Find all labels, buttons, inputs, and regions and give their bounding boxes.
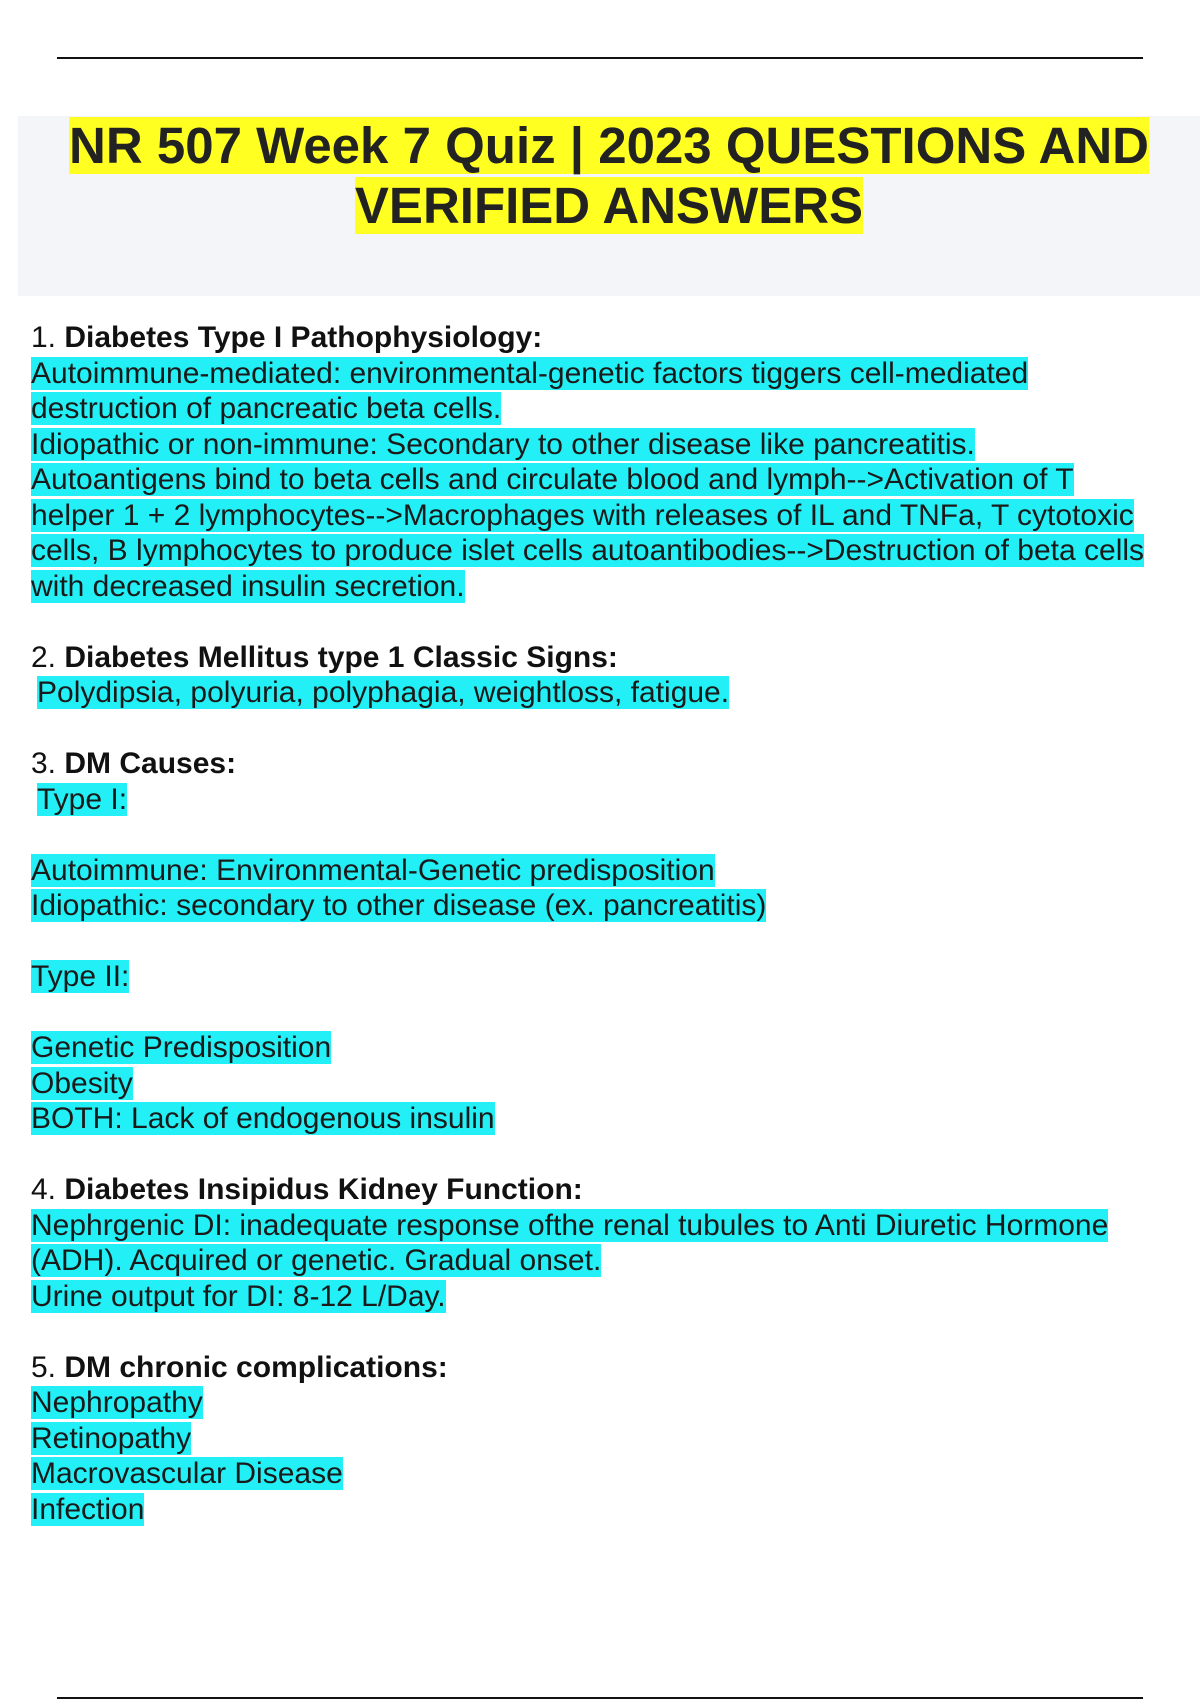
top-rule — [57, 57, 1143, 59]
question-number: 3. — [31, 747, 57, 780]
spacer — [31, 817, 1200, 853]
answer-text: cells, B lymphocytes to produce islet cells autoantibodies-->Destruction of beta cells — [31, 534, 1145, 567]
answer-text: Autoantigens bind to beta cells and circulate blood and lymph-->Activation of T — [31, 463, 1074, 496]
question-number: 2. — [31, 640, 57, 674]
answer-line — [31, 427, 1200, 463]
question-header — [31, 640, 1200, 676]
quiz-content — [31, 320, 1200, 1563]
document-title — [18, 116, 1200, 236]
answer-line — [31, 1279, 1200, 1315]
answer-text: Autoimmune-mediated: environmental-genetic factors tiggers cell-mediated — [31, 356, 1029, 390]
question-number: 5. — [31, 1350, 57, 1384]
answer-text: Retinopathy — [31, 1421, 192, 1455]
answer-line — [31, 1101, 1200, 1137]
question-number: 4. — [31, 1173, 57, 1206]
answer-line — [31, 675, 1200, 711]
question-1 — [31, 320, 1200, 604]
question-header — [31, 1172, 1200, 1208]
answer-text: Idiopathic or non-immune: Secondary to other disease like pancreatitis. — [31, 427, 975, 461]
answer-line — [31, 1066, 1200, 1102]
title-line-2: VERIFIED ANSWERS — [354, 177, 864, 234]
question-label: DM chronic complications: — [64, 1350, 448, 1384]
title-line-1: NR 507 Week 7 Quiz | 2023 QUESTIONS AND — [69, 117, 1149, 174]
question-label: Diabetes Insipidus Kidney Function: — [64, 1173, 583, 1206]
answer-line — [31, 959, 1200, 995]
answer-line — [31, 1421, 1200, 1457]
answer-line — [31, 888, 1200, 924]
answer-line — [31, 782, 1200, 818]
answer-line — [31, 498, 1200, 534]
answer-text: BOTH: Lack of endogenous insulin — [31, 1102, 495, 1135]
answer-text: Polydipsia, polyuria, polyphagia, weightloss, fatigue. — [37, 676, 730, 709]
answer-line — [31, 853, 1200, 889]
answer-text: Urine output for DI: 8-12 L/Day. — [31, 1279, 446, 1313]
answer-text: Macrovascular Disease — [31, 1457, 343, 1490]
answer-text: Autoimmune: Environmental-Genetic predisposition — [31, 853, 715, 887]
question-label: DM Causes: — [64, 747, 237, 780]
answer-line — [31, 1243, 1200, 1279]
answer-text: with decreased insulin secretion. — [31, 569, 465, 603]
question-2 — [31, 640, 1200, 711]
answer-text: Infection — [31, 1492, 145, 1526]
answer-text: destruction of pancreatic beta cells. — [31, 392, 502, 425]
question-header — [31, 1350, 1200, 1386]
answer-text: helper 1 + 2 lymphocytes-->Macrophages with releases of IL and TNFa, T cytotoxic — [31, 498, 1134, 532]
question-3 — [31, 746, 1200, 1137]
type-2-label: Type II: — [31, 960, 130, 993]
spacer — [31, 995, 1200, 1031]
question-header — [31, 320, 1200, 356]
answer-line — [31, 391, 1200, 427]
question-label: Diabetes Type I Pathophysiology: — [64, 321, 543, 354]
answer-text: Nephropathy — [31, 1386, 203, 1419]
question-4 — [31, 1172, 1200, 1314]
answer-line — [31, 462, 1200, 498]
bottom-rule — [57, 1697, 1143, 1699]
answer-line — [31, 1385, 1200, 1421]
answer-text: (ADH). Acquired or genetic. Gradual onset. — [31, 1244, 602, 1277]
question-number: 1. — [31, 321, 57, 354]
answer-line — [31, 1030, 1200, 1066]
spacer — [31, 924, 1200, 960]
question-5 — [31, 1350, 1200, 1528]
answer-line — [31, 1492, 1200, 1528]
answer-text: Obesity — [31, 1066, 133, 1100]
answer-text: Genetic Predisposition — [31, 1031, 332, 1064]
type-1-label: Type I: — [37, 782, 128, 816]
answer-line — [31, 356, 1200, 392]
answer-line — [31, 1456, 1200, 1492]
answer-line — [31, 1208, 1200, 1244]
answer-line — [31, 569, 1200, 605]
answer-text: Nephrgenic DI: inadequate response ofthe renal tubules to Anti Diuretic Hormone — [31, 1208, 1109, 1242]
question-label: Diabetes Mellitus type 1 Classic Signs: — [64, 640, 618, 674]
question-header — [31, 746, 1200, 782]
answer-line — [31, 533, 1200, 569]
answer-text: Idiopathic: secondary to other disease (ex. pancreatitis) — [31, 889, 767, 922]
